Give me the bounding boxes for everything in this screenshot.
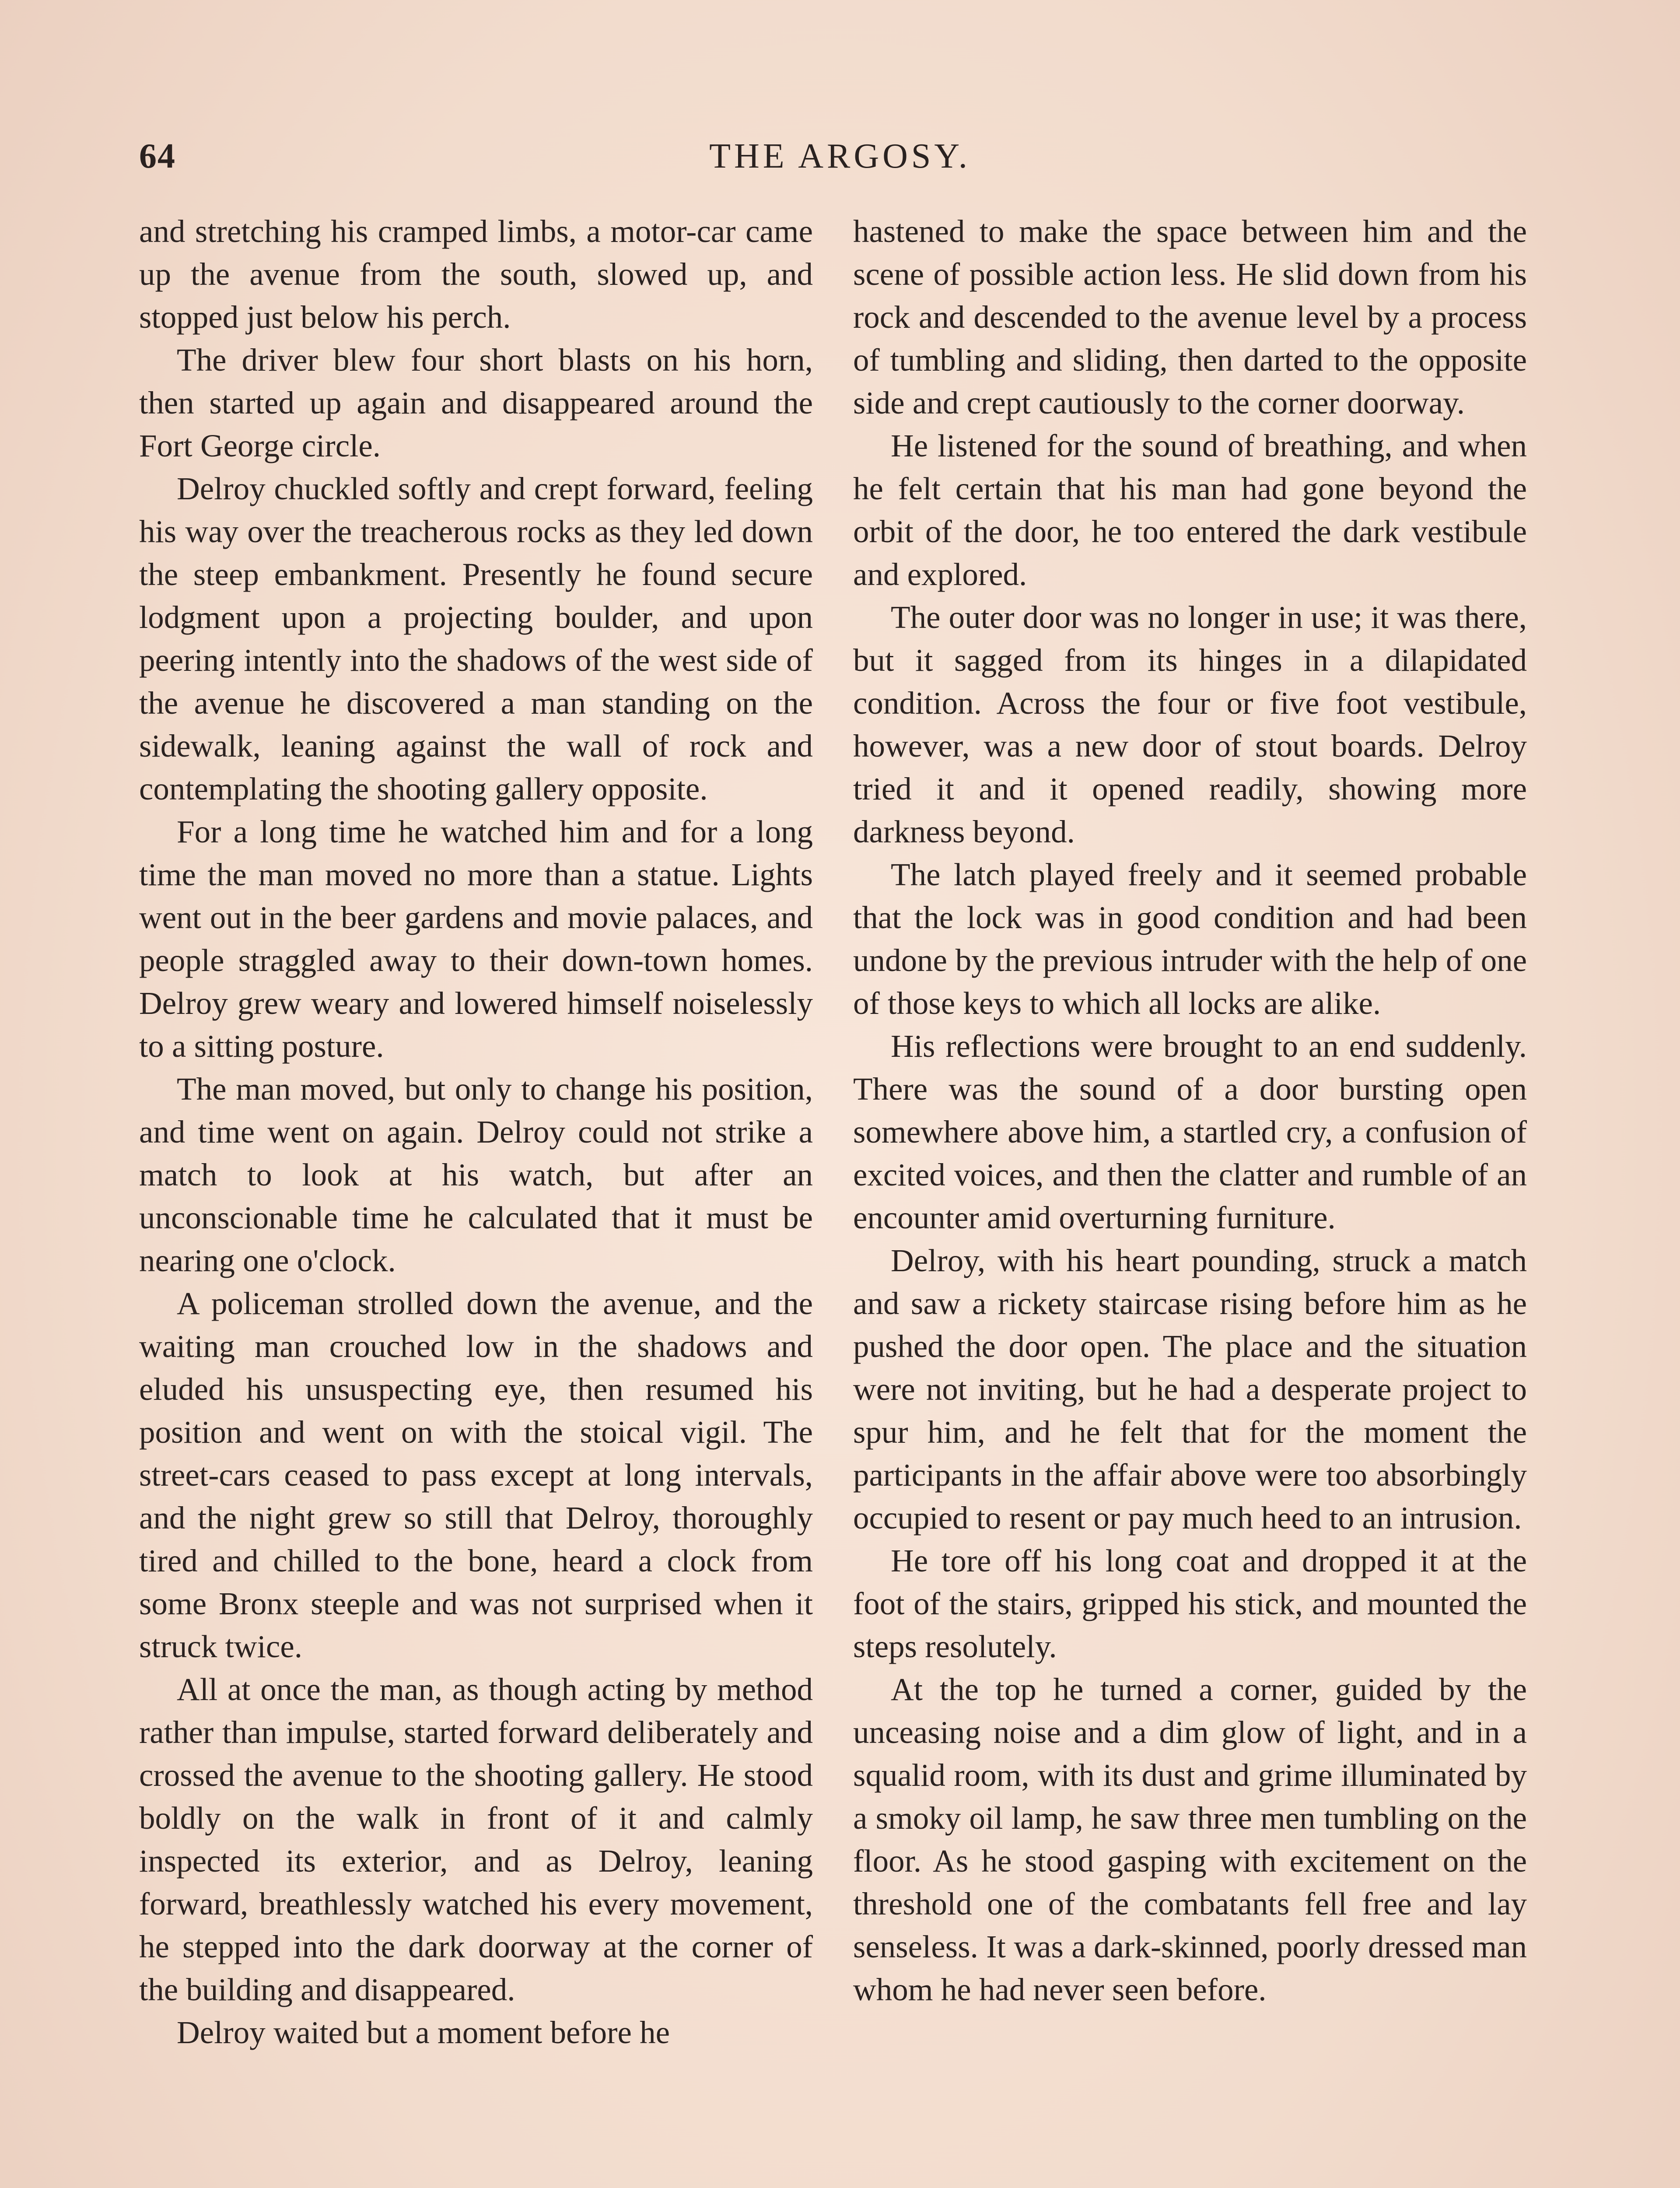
paragraph: His reflections were brought to an end suddenly. There was the sound of a door bursting open somewhere above him, a startled cry, a confusion of excited voices, and then the clatter and rumble of an encounter amid overturning furniture. — [853, 1028, 1527, 1235]
paragraph: and stretching his cramped limbs, a motor-car came up the avenue from the south, slowed up, and stopped just below his perch. — [139, 214, 813, 335]
paragraph: A policeman strolled down the avenue, and the waiting man crouched low in the shadows and eluded his unsuspecting eye, then resumed his position and went on with the stoical vigil. The street-cars ceased to pass except at long intervals, and the night grew so still that Delroy, thoroughly tired and chilled to the bone, heard a clock from some Bronx steeple and was not surprised when it struck twice. — [139, 1286, 813, 1664]
paragraph: The latch played freely and it seemed probable that the lock was in good condition and had been undone by the previous intruder with the help of one of those keys to which all locks are alike. — [853, 857, 1527, 1021]
paragraph: For a long time he watched him and for a long time the man moved no more than a statue. Lights went out in the beer gardens and movie palaces, and people straggled away to their down-town homes. Delroy grew weary and lowered himself noiselessly to a sitting posture. — [139, 814, 813, 1064]
paragraph: All at once the man, as though acting by method rather than impulse, started forward deliberately and crossed the avenue to the shooting gallery. He stood boldly on the walk in front of it and calmly inspected its exterior, and as Delroy, leaning forward, breathlessly watched his every movement, he stepped into the dark doorway at the corner of the building and disappeared. — [139, 1672, 813, 2007]
paragraph: Delroy, with his heart pounding, struck a match and saw a rickety staircase rising before him as he pushed the door open. The place and the situation were not inviting, but he had a desperate project to spur him, and he felt that for the moment the participants in the affair above were too absorbingly occupied to resent or pay much heed to an intrusion. — [853, 1243, 1527, 1536]
paragraph: Delroy waited but a moment before he — [177, 2015, 670, 2050]
paragraph: Delroy chuckled softly and crept forward, feeling his way over the treacherous rocks as they led down the steep embankment. Presently he found secure lodgment upon a projecting boulder, and upon peering intently into the shadows of the west side of the avenue he discovered a man standing on the sidewalk, leaning against the wall of rock and contemplating the shooting gallery opposite. — [139, 471, 813, 806]
paragraph: The driver blew four short blasts on his horn, then started up again and disappeared around the Fort George circle. — [139, 342, 813, 463]
paragraph: The outer door was no longer in use; it was there, but it sagged from its hinges in a dilapidated condition. Across the four or five foot vestibule, however, was a new door of stout boards. Delroy tried it and it opened readily, showing more darkness beyond. — [853, 600, 1527, 849]
paragraph: hastened to make the space between him and the scene of possible action less. He slid down from his rock and descended to the avenue level by a process of tumbling and sliding, then darted to the opposite side and crept cautiously to the corner doorway. — [853, 214, 1527, 421]
text-column-right — [853, 210, 1527, 2011]
paragraph: The man moved, but only to change his position, and time went on again. Delroy could not strike a match to look at his watch, but after an unconscionable time he calculated that it must be nearing one o'clock. — [139, 1071, 813, 1278]
page-number: 64 — [139, 137, 176, 175]
running-title: THE ARGOSY. — [709, 137, 971, 175]
paragraph: He listened for the sound of breathing, and when he felt certain that his man had gone beyond the orbit of the door, he too entered the dark vestibule and explored. — [853, 428, 1527, 592]
paragraph: At the top he turned a corner, guided by the unceasing noise and a dim glow of light, and in a squalid room, with its dust and grime illuminated by a smoky oil lamp, he saw three men tumbling on the floor. As he stood gasping with excitement on the threshold one of the combatants fell free and lay senseless. It was a dark-skinned, poorly dressed man whom he had never seen before. — [853, 1672, 1527, 2007]
text-column-left — [139, 210, 813, 2054]
paragraph: He tore off his long coat and dropped it at the foot of the stairs, gripped his stick, and mounted the steps resolutely. — [853, 1543, 1527, 1664]
